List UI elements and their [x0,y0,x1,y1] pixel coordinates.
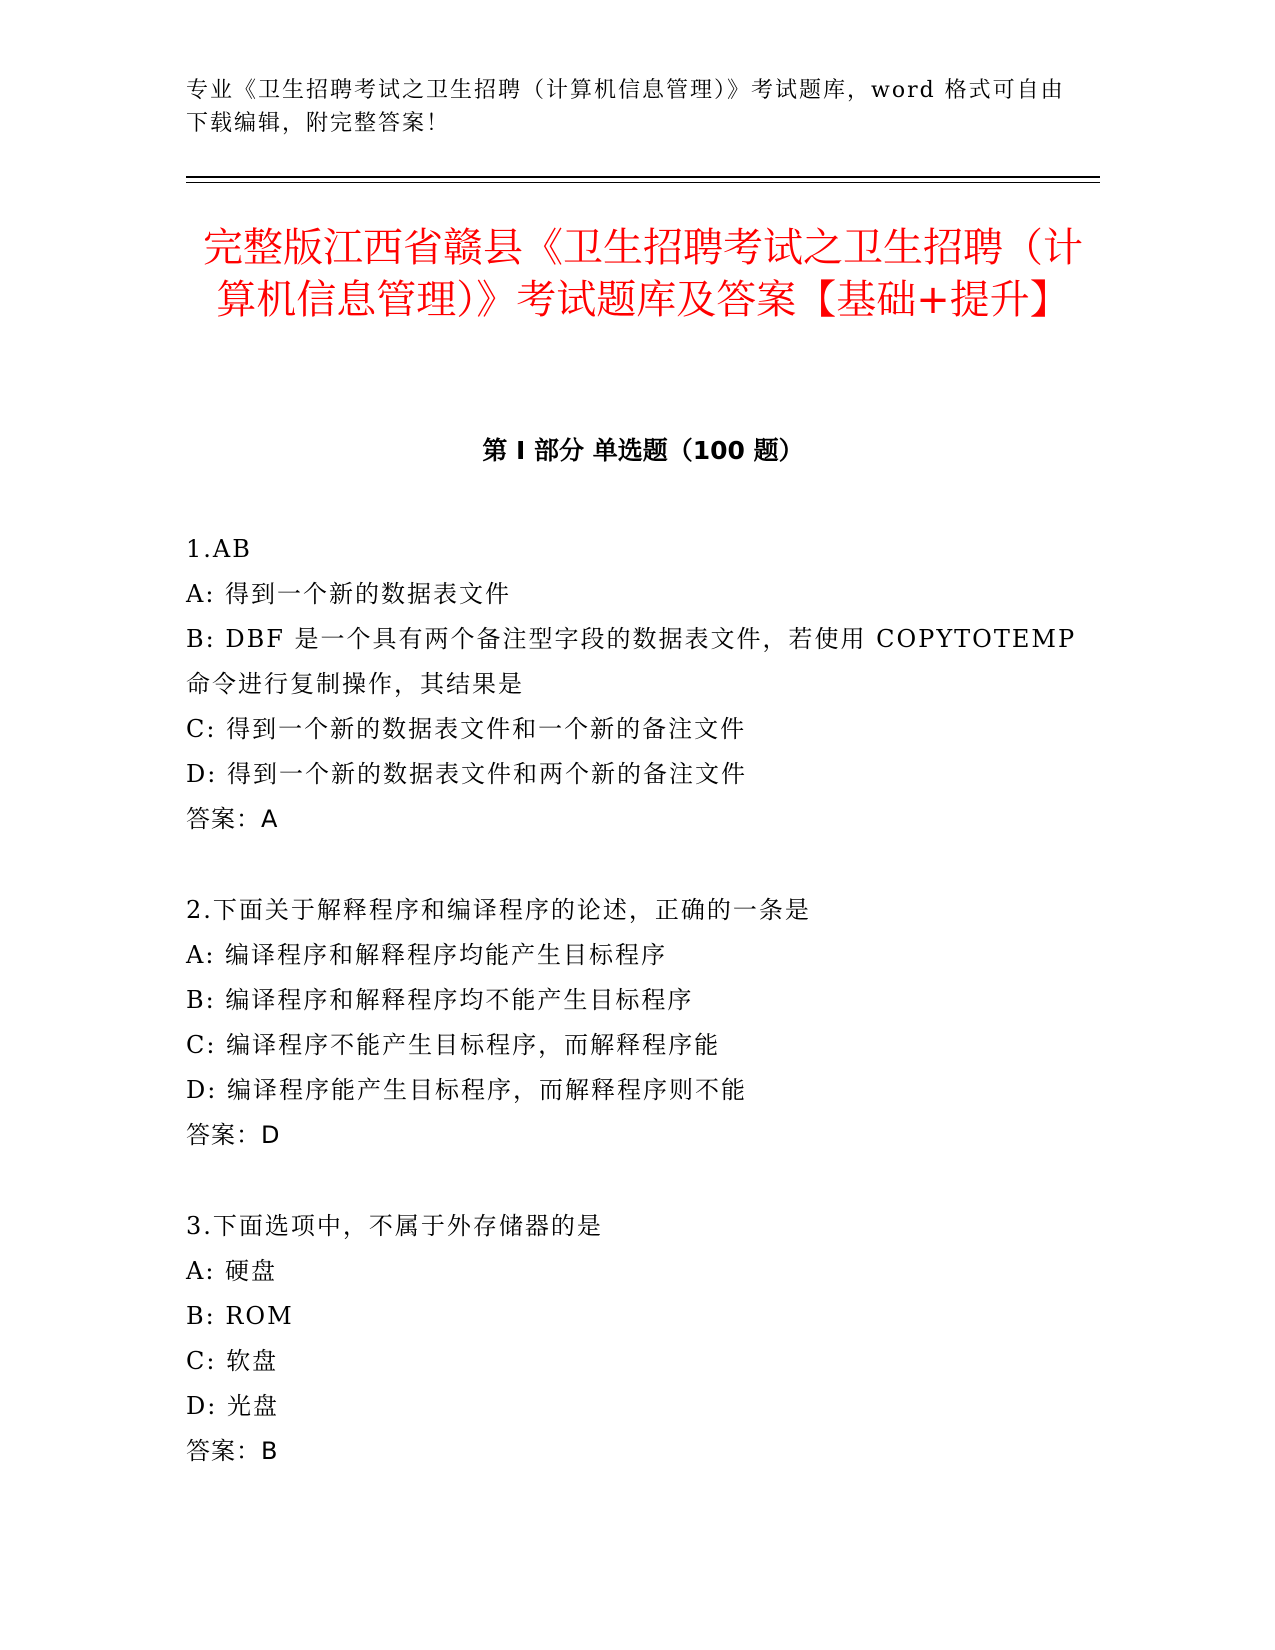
option-a: A: 硬盘 [186,1257,278,1285]
header-note: 专业《卫生招聘考试之卫生招聘（计算机信息管理）》考试题库，word 格式可自由下载编辑，附完整答案！ [186,78,1065,136]
answer-line: 答案：A [186,805,279,833]
option-c: C: 编译程序不能产生目标程序，而解释程序能 [186,1031,721,1059]
header-divider-thick [186,176,1100,178]
option-b: B: 编译程序和解释程序均不能产生目标程序 [186,986,694,1014]
answer-line: 答案：D [186,1121,281,1149]
section-title: 第 I 部分 单选题（100 题） [482,436,804,465]
option-c: C: 得到一个新的数据表文件和一个新的备注文件 [186,715,747,743]
question-1 [186,527,1100,842]
option-d: D: 编译程序能产生目标程序，而解释程序则不能 [186,1076,747,1104]
document-title: 完整版江西省赣县《卫生招聘考试之卫生招聘（计算机信息管理）》考试题库及答案【基础+提升】 [203,225,1083,323]
question-list [186,527,1100,1520]
option-d: D: 得到一个新的数据表文件和两个新的备注文件 [186,760,747,788]
question-stem: 3.下面选项中，不属于外存储器的是 [186,1212,603,1240]
question-3 [186,1204,1100,1474]
question-2 [186,888,1100,1158]
question-stem: 1.AB [186,535,252,563]
question-stem: 2.下面关于解释程序和编译程序的论述，正确的一条是 [186,896,811,924]
option-a: A: 得到一个新的数据表文件 [186,580,512,608]
option-c: C: 软盘 [186,1347,279,1375]
answer-line: 答案：B [186,1437,279,1465]
header-divider-thin [186,182,1100,183]
option-b: B: DBF 是一个具有两个备注型字段的数据表文件，若使用 COPYTOTEMP 命令进行复制操作，其结果是 [186,625,1077,698]
option-b: B: ROM [186,1302,294,1330]
option-a: A: 编译程序和解释程序均能产生目标程序 [186,941,668,969]
option-d: D: 光盘 [186,1392,279,1420]
